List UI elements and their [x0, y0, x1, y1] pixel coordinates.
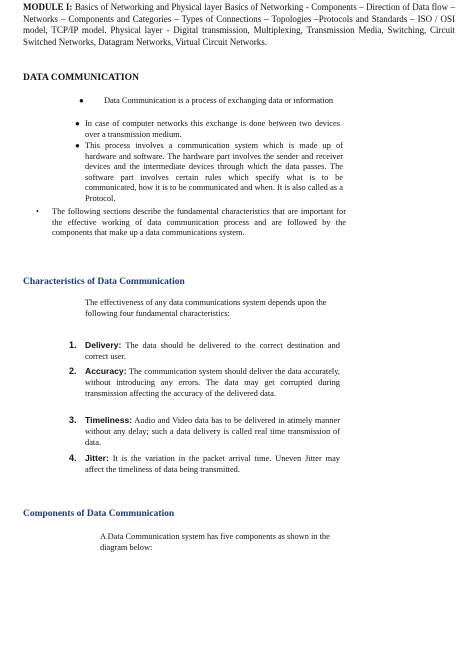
bullet-text: The following sections describe the fundamental characteristics that are important for the effective working of data communication process and are followed by the components that make up a data communications system. — [52, 207, 346, 238]
item-number: 3. — [69, 415, 77, 425]
item-text: Audio and Video data has to be delivered in atimely manner without any delay; such a data delivery is called real time transmission of data. — [85, 416, 340, 447]
components-intro: A Data Communication system has five components as shown in the diagram below: — [100, 532, 330, 552]
characteristics-heading: Characteristics of Data Communication — [23, 277, 185, 287]
module-label: MODULE I: — [23, 2, 73, 12]
item-text: The communication system should deliver the data accurately, without introducing any errors. The data may get corrupted during transmission affecting the accuracy of the delivered data. — [85, 367, 340, 398]
characteristic-item — [69, 340, 340, 363]
bullet-text: Data Communication is a process of exchanging data or information — [104, 96, 334, 105]
characteristic-item — [69, 366, 340, 399]
bullet-text: In case of computer networks this exchange is done between two devices over a transmission medium. — [85, 119, 340, 139]
bullet-item — [79, 96, 340, 107]
bullet-item — [75, 119, 340, 140]
item-number: 4. — [69, 453, 77, 463]
bullet-icon: ● — [75, 141, 80, 150]
components-heading: Components of Data Communication — [23, 509, 175, 519]
item-text: The data should be delivered to the correct destination and correct user. — [85, 341, 340, 361]
item-text: It is the variation in the packet arrival time. Uneven Jitter may affect the timeliness of data being transmitted. — [85, 454, 340, 474]
bullet-icon: ● — [75, 119, 80, 128]
module-intro — [23, 2, 455, 48]
bullet-icon: ● — [79, 96, 84, 105]
item-number: 2. — [69, 366, 77, 376]
bullet-item — [36, 207, 346, 239]
module-description: Basics of Networking and Physical layer Basics of Networking - Components – Direction of Data flow – Networks – Components and Categories – Types of Connections – Topologies –Protocols and Standards – ISO / OSI model, TCP/IP model. Physical layer - Digital transmission, Multiplexing, Transmission Media, Switching, Circuit Switched Networks, Datagram Networks, Virtual Circuit Networks. — [23, 2, 456, 47]
bullet-text: This process involves a communication system which is made up of hardware and software. The hardware part involves the sender and receiver devices and the intermediate devices through which the data passes. The software part involves certain rules which specify what is to be communicated, how it is to be communicated and when. It is also called as a Protocol. — [85, 141, 343, 203]
characteristic-item — [69, 453, 340, 476]
bullet-item — [75, 141, 343, 205]
data-communication-heading: DATA COMMUNICATION — [23, 73, 140, 83]
bullet-icon: • — [36, 207, 39, 216]
item-term: Accuracy: — [85, 366, 127, 376]
item-term: Timeliness: — [85, 415, 133, 425]
characteristics-intro: The effectiveness of any data communications system depends upon the following four fundamental characteristics: — [85, 298, 327, 318]
item-term: Delivery: — [85, 340, 122, 350]
item-term: Jitter: — [85, 453, 109, 463]
characteristic-item — [69, 415, 340, 448]
item-number: 1. — [69, 340, 77, 350]
